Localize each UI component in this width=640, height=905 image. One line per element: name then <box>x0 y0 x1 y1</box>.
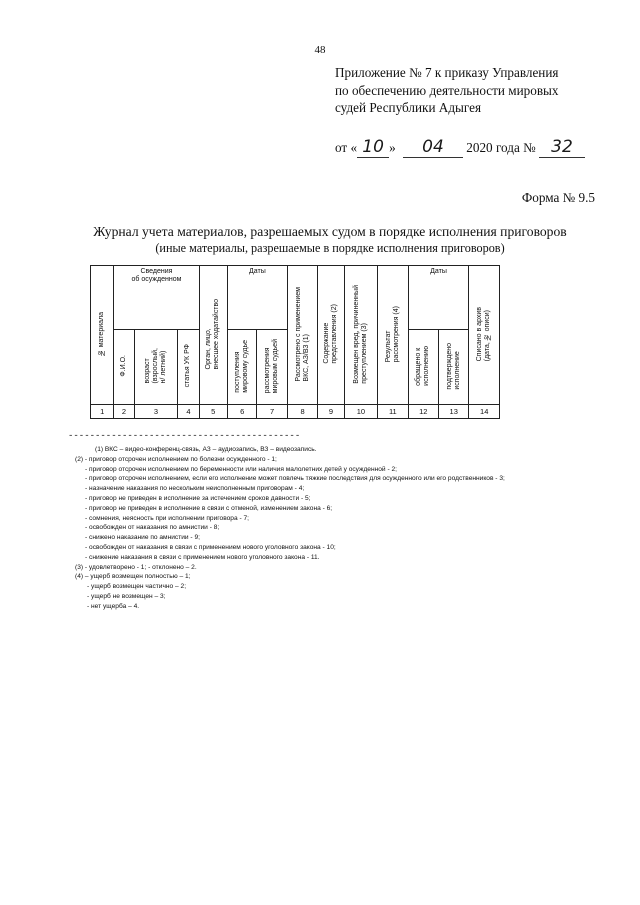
footnote-2-item: - сомнения, неясность при исполнении приговора - 7; <box>85 514 249 522</box>
column-number: 10 <box>344 405 377 419</box>
footnote-4-item: (4) – ущерб возмещен полностью – 1; <box>75 573 191 581</box>
header-received-date: поступления мировому судье <box>227 330 256 405</box>
journal-table <box>90 265 500 419</box>
column-number: 3 <box>134 405 178 419</box>
header-material-number: № материала <box>91 266 114 405</box>
column-number: 6 <box>227 405 256 419</box>
header-confirmed-date: подтверждено исполнение <box>439 330 469 405</box>
header-dates-group-2: Даты <box>408 266 469 330</box>
footnote-4-item: - ущерб не возмещен – 3; <box>87 592 166 600</box>
footnote-2-item: - снижено наказание по амнистии - 9; <box>85 534 200 542</box>
order-number-field <box>539 137 585 158</box>
journal-subtitle: (иные материалы, разрешаемые в порядке исполнения приговоров) <box>155 241 505 255</box>
header-fio: Ф.И.О. <box>114 330 134 405</box>
header-result: Результат рассмотрения (4) <box>378 266 408 405</box>
appendix-line-2: по обеспечению деятельности мировых <box>335 82 559 98</box>
order-mid: » <box>389 140 396 155</box>
order-month-handwritten: 04 <box>422 137 444 157</box>
column-number: 5 <box>199 405 227 419</box>
order-month-field <box>403 137 463 158</box>
header-petitioner: Орган, лицо, внесшее ходатайство <box>199 266 227 405</box>
column-number: 11 <box>378 405 408 419</box>
order-day-handwritten: 10 <box>362 137 384 157</box>
footnote-separator: ------------------------------------------- <box>68 431 301 441</box>
header-article: статья УК РФ <box>178 330 199 405</box>
header-reviewed-date: рассмотрения мировым судьей <box>257 330 287 405</box>
header-damage-compensated: Возмещен вред, причиненный преступлением (3) <box>344 266 377 405</box>
form-number: Форма № 9.5 <box>521 190 595 205</box>
column-number: 14 <box>469 405 500 419</box>
footnote-2-item: - освобожден от наказания в связи с применением нового уголовного закона - 10; <box>85 543 336 551</box>
footnote-2-item: - приговор не приведен в исполнение за истечением сроков давности - 5; <box>85 494 311 502</box>
appendix-header <box>335 64 625 117</box>
footnote-2-item: - приговор отсрочен исполнением, если его исполнение может повлечь тяжкие последствия для осужденного или его родственников - 3; <box>85 475 505 483</box>
header-vks: Рассмотрено с применением ВКС, АЗ/ВЗ (1) <box>287 266 317 405</box>
order-day-field <box>357 137 389 158</box>
order-year-text: 2020 года № <box>466 140 536 155</box>
column-number: 9 <box>318 405 344 419</box>
appendix-line-1: Приложение № 7 к приказу Управления <box>335 65 559 80</box>
header-representation: Содержание представления (2) <box>318 266 344 405</box>
footnote-2-item: - назначение наказания по нескольким неисполненным приговорам - 4; <box>85 485 305 493</box>
header-dates-group-1: Даты <box>227 266 287 330</box>
column-number: 12 <box>408 405 438 419</box>
column-number: 8 <box>287 405 317 419</box>
footnote-2-item: - снижение наказания в связи с применением нового уголовного закона - 11. <box>85 553 320 561</box>
appendix-line-3: судей Республики Адыгея <box>335 100 482 115</box>
order-prefix: от « <box>335 140 358 155</box>
header-enforced-date: обращено к исполнению <box>408 330 438 405</box>
order-number-handwritten: 32 <box>551 137 573 157</box>
column-number: 2 <box>114 405 134 419</box>
column-number: 4 <box>178 405 199 419</box>
footnote-2-item: - освобожден от наказания по амнистии - 8; <box>85 524 220 532</box>
header-age: возраст (взрослый, н/ летний) <box>134 330 178 405</box>
column-number-row <box>91 405 500 419</box>
footnote-2-item: - приговор не приведен в исполнение в связи с отменой, изменением закона - 6; <box>85 504 333 512</box>
footnote-4-item: - нет ущерба – 4. <box>87 602 140 610</box>
header-convict-group: Сведения об осужденном <box>114 266 199 330</box>
header-archived: Списано в архив (дата, № описи) <box>469 266 500 405</box>
footnote-2-item: - приговор отсрочен исполнением по беременности или наличия малолетних детей у осужденной - 2; <box>85 465 397 473</box>
footnotes <box>75 445 620 612</box>
column-number: 7 <box>257 405 287 419</box>
order-date-line <box>335 137 625 158</box>
page-number: 48 <box>314 44 326 56</box>
footnote-3: (3) - удовлетворено - 1; - отклонено – 2. <box>75 563 197 571</box>
journal-title: Журнал учета материалов, разрешаемых судом в порядке исполнения приговоров <box>93 224 567 239</box>
column-number: 1 <box>91 405 114 419</box>
footnote-1: (1) ВКС – видео-конференц-связь, АЗ – аудиозапись, ВЗ – видеозапись. <box>95 446 317 453</box>
footnote-4-item: - ущерб возмещен частично – 2; <box>87 583 187 591</box>
footnote-2-item: (2) - приговор отсрочен исполнением по болезни осужденного - 1; <box>75 455 277 463</box>
column-number: 13 <box>439 405 469 419</box>
